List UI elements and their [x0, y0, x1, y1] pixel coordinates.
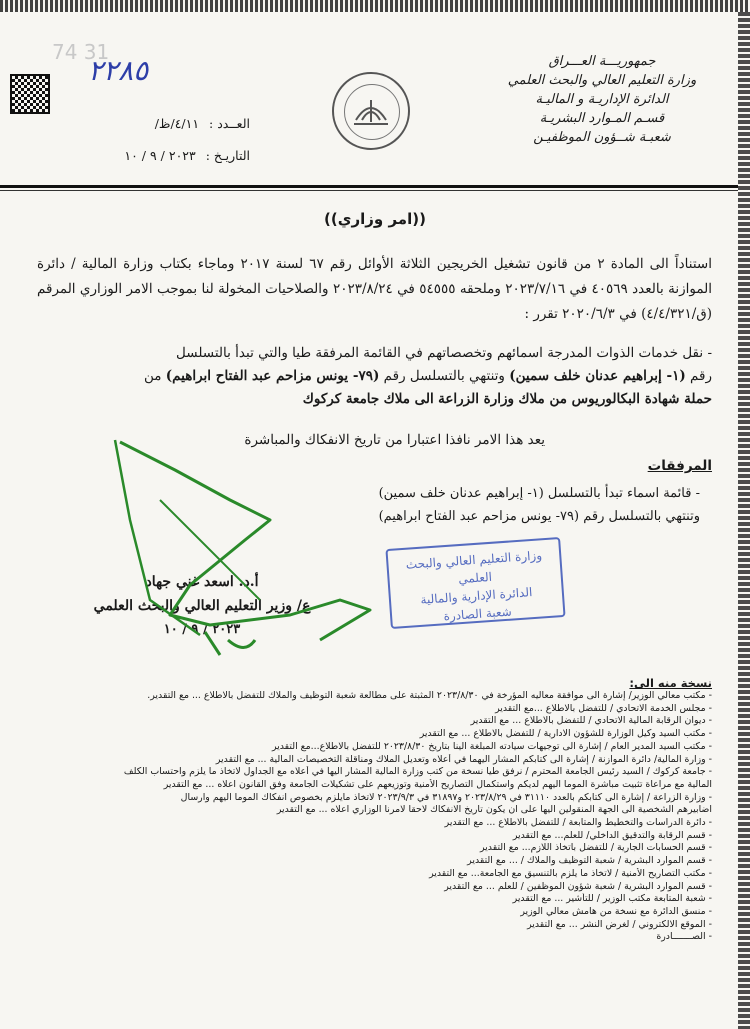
cc-item: - الصـــــــادرة [656, 931, 712, 943]
stamp-line: الدائرة الإدارية والمالية [420, 585, 533, 607]
ministry-line: وزارة التعليم العالي والبحث العلمي [507, 73, 697, 88]
cc-item: - مكتب معالي الوزير/ إشارة الى موافقة معاليه المؤرخة في ٢٠٢٣/٨/٣٠ المثبتة على مطالعة شعبة التوظيف والملاك للتفضل بالاطلاع ... مع التقدير. [147, 690, 712, 701]
document-title: ((امر وزاري)) [324, 210, 426, 228]
signatory-name: أ.د. اسعد غني جهاد [145, 574, 259, 590]
preamble-text: استناداً الى المادة ٢ من قانون تشغيل الخريجين الثلاثة الأوائل رقم ٦٧ لسنة ٢٠١٧ وماجاء بكتاب وزارة المالية / دائرة الموازنة بالعدد ٤٠٥٦٩ في ٢٠٢٣/٧/١٦ وملحقه ٥٤٥٥٥ في ٢٠٢٣/٨/٢٤ والصلاحيات المخولة لنا بموجب الامر الوزاري المرقم (ق/٤/٤/٣٢١) في ٢٠٢٠/٦/٣ تقرر : [37, 256, 713, 322]
cc-title: نسخة منه الى: [629, 676, 712, 690]
handwritten-number: ٢٢٨٥ [88, 54, 149, 87]
attachments-title: المرفقات [647, 458, 712, 474]
cc-item: - ديوان الرقابة المالية الاتحادي / للتفضل بالاطلاع ... مع التقدير [470, 715, 712, 727]
number-value: ٤/١١/ظ/ [154, 116, 200, 131]
cc-item: - مكتب التصاريح الأمنية / لاتخاذ ما يلزم بالتنسيق مع الجامعة... مع التقدير [429, 867, 712, 879]
signature-date: ٢٠٢٣ / ٩ / ١٠ [163, 622, 241, 637]
ministry-line: جمهوريـــة العـــراق [548, 54, 656, 69]
cc-item: - منسق الدائرة مع نسخة من هامش معالي الوزير [520, 905, 712, 917]
attachment-line: وتنتهي بالتسلسل رقم (٧٩- يونس مزاحم عبد الفتاح ابراهيم) [378, 509, 700, 524]
cc-item: - مجلس الخدمة الاتحادي / للتفضل بالاطلاع ...مع التقدير [495, 702, 712, 714]
stamp-line: وزارة التعليم العالي والبحث العلمي [405, 548, 543, 587]
cc-item: - وزارة المالية/ دائرة الموازنة / إشارة الى كتابكم المشار اليهما في أعلاه وتعديل الملاك ومناقلة التخصيصات المالية ... مع التقدير [215, 753, 712, 765]
last-employee-name: (٧٩- يونس مزاحم عبد الفتاح ابراهيم) [165, 368, 380, 384]
cc-item: - الموقع الالكتروني / لغرض النشر ... مع التقدير [527, 918, 712, 930]
decision-line-3: حملة شهادة البكالوريوس من ملاك وزارة الزراعة الى ملاك جامعة كركوك [302, 391, 712, 407]
cc-item: اضابيرهم الشخصية الى الجهة المنقولين اليها على ان يكون تاريخ الانفكاك لاحقا لامرنا الوزاري اعلاه ... مع التقدير [276, 804, 712, 816]
stamp-line: شعبة الصادرة [443, 604, 513, 624]
cc-item: - قسم الموارد البشرية / شعبة التوظيف والملاك / ... مع التقدير [467, 855, 712, 867]
cc-item: - قسم الموارد البشرية / شعبة شؤون الموظفين / للعلم ... مع التقدير [444, 880, 712, 892]
to-entity: جامعة كركوك [302, 391, 380, 407]
cc-item: - قسم الرقابة والتدقيق الداخلي/ للعلم... مع التقدير [512, 829, 712, 841]
cc-item: - قسم الحسابات الجارية / للتفضل باتخاذ اللازم... مع التقدير [480, 842, 712, 854]
first-employee-name: (١- إبراهيم عدنان خلف سمين) [509, 368, 686, 384]
cc-item: - شعبة المتابعة مكتب الوزير / للتأشير ... مع التقدير [512, 893, 712, 905]
date-label: التاريـخ : [205, 148, 250, 163]
number-label: العــدد : [209, 116, 250, 131]
cc-item: - مكتب السيد المدير العام / إشارة الى توجيهات سيادته المبلغة الينا بتاريخ ٢٠٢٣/٨/٣٠ للتفضل بالاطلاع...مع التقدير [271, 740, 712, 752]
ministry-line: شعبـة شــؤون الموظفيـن [533, 130, 671, 145]
decision-line-1: - نقل خدمات الذوات المدرجة اسمائهم وتخصصاتهم في القائمة المرفقة طيا والتي تبدأ بالتسلسل [176, 345, 712, 361]
effective-clause: يعد هذا الامر نافذا اعتبارا من تاريخ الانفكاك والمباشرة [244, 432, 545, 448]
attachment-line: - قائمة اسماء تبدأ بالتسلسل (١- إبراهيم عدنان خلف سمين) [378, 486, 700, 501]
ministry-line: قسـم المـوارد البشريـة [539, 111, 665, 126]
from-entity: وزارة الزراعة [438, 391, 515, 407]
cc-item: - وزارة الزراعة / إشارة الى كتابكم بالعدد ٣١١١٠ في ٢٠٢٣/٨/٢٩ و٣١٨٩٧ في ٢٠٢٣/٩/٣ لاتخاذ مايلزم بخصوص انفكاك الموما اليهم وارسال [180, 791, 712, 803]
signatory-role: ع/ وزير التعليم العالي والبحث العلمي [93, 598, 311, 614]
date-value: ٢٠٢٣ / ٩ / ١٠ [124, 148, 196, 163]
cc-item: - مكتب السيد وكيل الوزارة للشؤون الادارية / للتفضل بالاطلاع ... مع التقدير [419, 728, 712, 740]
cc-item: - جامعة كركوك / السيد رئيس الجامعة المحترم / نرفق طيا نسخة من كتب وزارة المالية المشار اليها في أعلاه مع الجداول لاتخاذ ما يلزم واحتساب الكلف [123, 766, 712, 778]
faint-number: 74 31 [52, 40, 110, 64]
cc-item: - دائرة الدراسات والتخطيط والمتابعة / للتفضل بالاطلاع ... مع التقدير [444, 817, 712, 829]
cc-item: المالية مع مراعاة تثبيت مباشرة الموما اليهم لديكم واستكمال التصاريح الأمنية وتوزيعهم على تشكيلات الجامعة وفق القانون اعلاه ... مع التقدير [163, 778, 712, 790]
cc-list [12, 690, 712, 944]
ministry-line: الدائرة الإداريـة و الماليـة [535, 92, 669, 107]
decision-line-2: رقم (١- إبراهيم عدنان خلف سمين) وتنتهي بالتسلسل رقم (٧٩- يونس مزاحم عبد الفتاح ابراهيم) من [143, 368, 712, 384]
